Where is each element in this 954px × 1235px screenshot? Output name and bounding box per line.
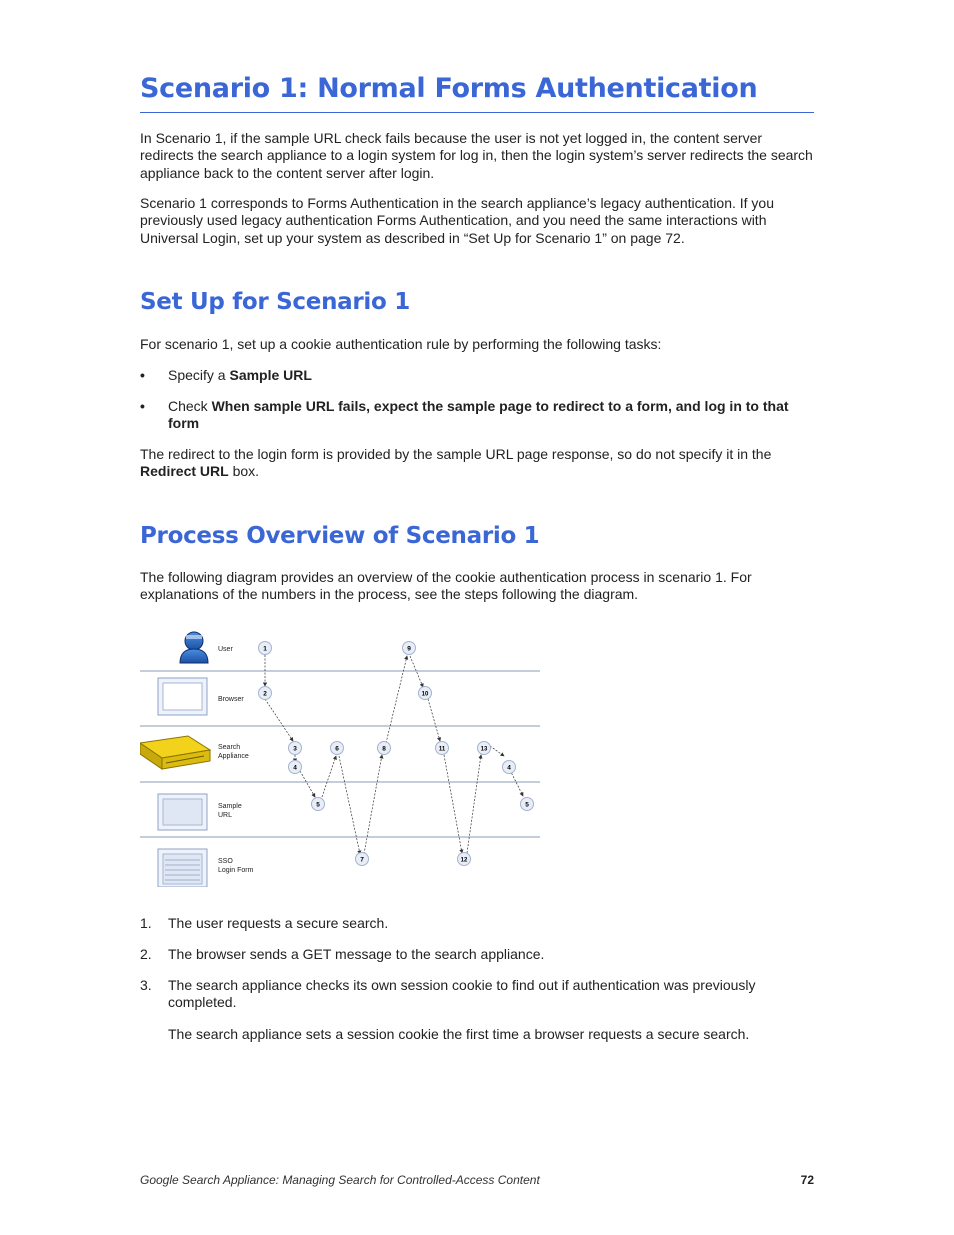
svg-text:5: 5 [525,801,529,809]
svg-text:3: 3 [293,745,297,753]
bullet-1-bold: Sample URL [229,367,312,383]
node-4b [503,761,516,774]
bullet-2-bold: When sample URL fails, expect the sample page to redirect to a form, and log in to that form [168,398,789,432]
svg-text:2: 2 [263,690,267,698]
lane-label-user: User [218,646,233,653]
svg-text:12: 12 [460,857,468,864]
setup-lead: For scenario 1, set up a cookie authentication rule by performing the following tasks: [140,336,662,352]
svg-text:7: 7 [360,856,364,864]
svg-text:11: 11 [438,746,446,753]
svg-text:5: 5 [316,801,320,809]
lane-label-appliance: Appliance [218,753,249,760]
lane-label-url: URL [218,812,233,819]
svg-text:1: 1 [263,645,267,653]
node-7 [356,853,369,866]
diagram-nodes [259,642,534,866]
node-1 [259,642,272,655]
node-3 [289,742,302,755]
browser-icon [158,678,207,715]
node-13 [478,742,491,755]
svg-text:13: 13 [480,746,488,753]
step-text: The search appliance checks its own session cookie to find out if authentication was previously completed. [168,977,756,1011]
search-appliance-icon [140,736,210,769]
bullet-2-text: Check [168,398,212,414]
setup-note-tail: box. [228,463,260,480]
footer-title: Google Search Appliance: Managing Search for Controlled-Access Content [140,1173,540,1187]
lane-label-login-form: Login Form [218,867,254,874]
page-number: 72 [800,1173,814,1187]
intro-paragraph-2: Scenario 1 corresponds to Forms Authentication in the search appliance’s legacy authentication. If you previously used legacy authentication Forms Authentication, and you need the same interactions with Universal Login, set up your system as described in “Set Up for Scenario 1” on page 72. [140,195,775,246]
step-note-text: The search appliance sets a session cookie the first time a browser requests a secure search. [168,1026,750,1042]
lane-label-search: Search [218,744,241,751]
node-4 [289,761,302,774]
node-6 [331,742,344,755]
lane-label-sample: Sample [218,803,242,810]
node-11 [436,742,449,755]
sso-login-form-icon [158,849,207,887]
bullet-marker: • [140,398,145,414]
setup-note [140,446,814,481]
page-title: Scenario 1: Normal Forms Authentication [140,73,758,104]
node-5b [521,798,534,811]
bullet-1-text: Specify a [168,367,230,383]
node-9 [403,642,416,655]
step-number: 1. [140,915,152,931]
lane-label-browser: Browser [218,696,244,703]
node-10 [419,687,432,700]
section-heading-setup: Set Up for Scenario 1 [140,289,410,315]
svg-text:9: 9 [407,645,411,653]
bullet-marker: • [140,367,145,383]
step-text: The browser sends a GET message to the search appliance. [168,946,545,962]
node-2 [259,687,272,700]
lane-label-sso: SSO [218,858,233,865]
overview-lead: The following diagram provides an overview of the cookie authentication process in scenario 1. For explanations of the numbers in the process, see the steps following the diagram. [140,569,752,603]
sample-url-icon [158,794,207,830]
section-heading-overview: Process Overview of Scenario 1 [140,523,540,549]
step-text: The user requests a secure search. [168,915,389,931]
title-rule [140,112,814,113]
step-number: 2. [140,946,152,962]
setup-note-bold: Redirect URL [140,463,229,480]
user-icon [180,632,208,663]
process-diagram [140,625,540,887]
svg-text:4: 4 [293,764,297,772]
svg-text:10: 10 [421,691,429,698]
node-12 [458,853,471,866]
node-8 [378,742,391,755]
setup-note-text: The redirect to the login form is provided by the sample URL page response, so do not specify it in the [140,446,772,462]
svg-text:8: 8 [382,745,386,753]
intro-paragraph-1: In Scenario 1, if the sample URL check fails because the user is not yet logged in, the content server redirects the search appliance to a login system for log in, then the login system’s server redirects the search appliance back to the content server after login. [140,130,813,181]
node-5 [312,798,325,811]
step-number: 3. [140,977,152,993]
svg-text:4: 4 [507,764,511,772]
svg-text:6: 6 [335,745,339,753]
